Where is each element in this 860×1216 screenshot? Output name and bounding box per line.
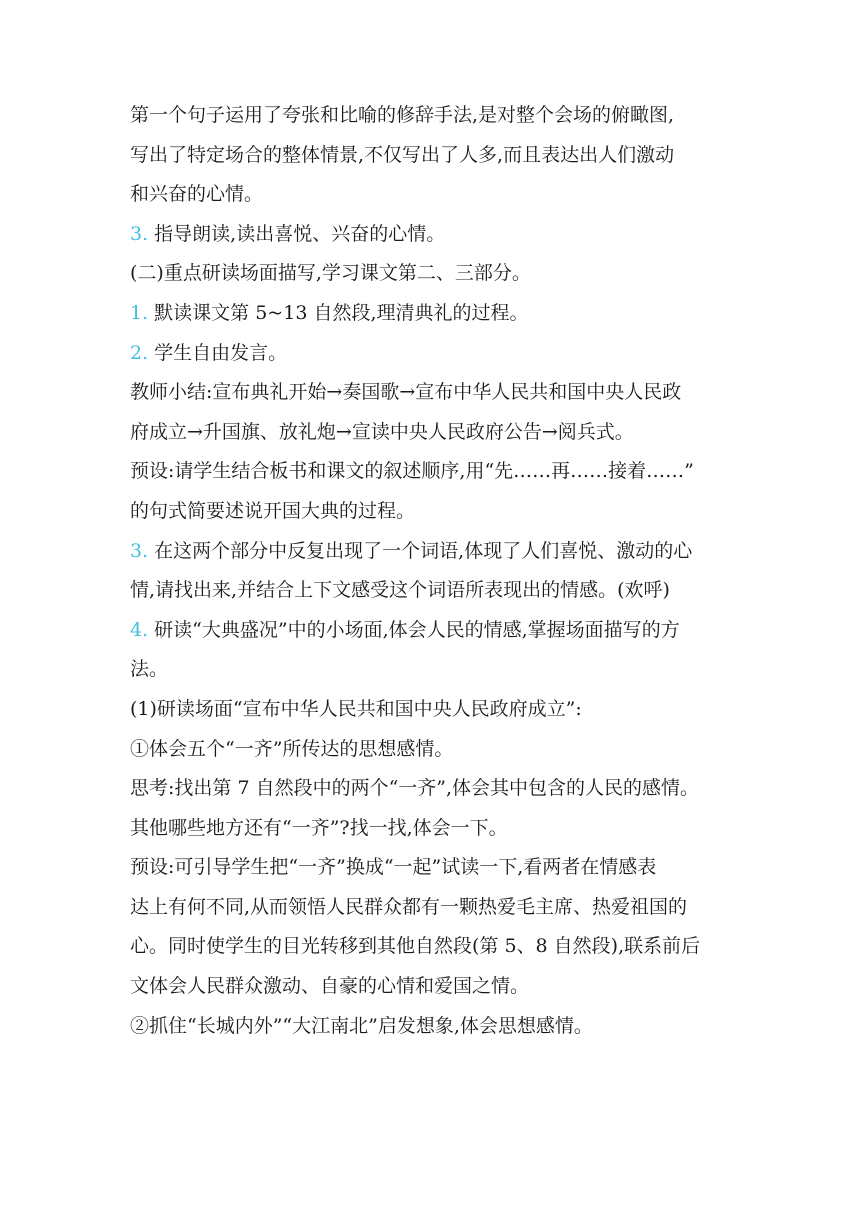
line-text: 心。同时使学生的目光转移到其他自然段(第 5、8 自然段),联系前后 (130, 935, 701, 958)
text-line (130, 532, 740, 572)
text-line (130, 294, 740, 334)
line-text: 情,请找出来,并结合上下文感受这个词语所表现出的情感。(欢呼) (130, 579, 670, 602)
line-text: 第一个句子运用了夸张和比喻的修辞手法,是对整个会场的俯瞰图, (130, 104, 675, 126)
line-text: 在这两个部分中反复出现了一个词语,体现了人们喜悦、激动的心 (148, 539, 693, 562)
text-line (130, 492, 740, 532)
list-number: 4. (130, 618, 149, 641)
text-line (130, 452, 740, 492)
text-line (130, 769, 740, 809)
text-line (130, 334, 740, 374)
text-line (130, 571, 740, 611)
text-line (130, 373, 740, 413)
text-line (130, 175, 740, 215)
text-line (130, 1007, 740, 1047)
document-body (130, 96, 740, 1046)
list-number: 1. (130, 301, 149, 324)
line-text: 的句式简要述说开国大典的过程。 (130, 499, 416, 522)
text-line (130, 888, 740, 928)
line-text: 文体会人民群众激动、自豪的心情和爱国之情。 (130, 975, 530, 998)
text-line (130, 136, 740, 176)
line-text: 府成立→升国旗、放礼炮→宣读中央人民政府公告→阅兵式。 (130, 420, 634, 443)
list-number: 2. (130, 341, 149, 364)
list-number: 3. (130, 222, 149, 245)
line-text: 预设:请学生结合板书和课文的叙述顺序,用“先……再……接着……” (130, 460, 694, 483)
text-line (130, 730, 740, 770)
text-line (130, 927, 740, 967)
line-text: 达上有何不同,从而领悟人民群众都有一颗热爱毛主席、热爱祖国的 (130, 895, 688, 918)
line-text: 预设:可引导学生把“一齐”换成“一起”试读一下,看两者在情感表 (130, 856, 657, 879)
text-line (130, 650, 740, 690)
line-text: (1)研读场面“宣布中华人民共和国中央人民政府成立”: (130, 697, 582, 720)
line-text: 指导朗读,读出喜悦、兴奋的心情。 (148, 222, 446, 245)
line-text: 研读“大典盛况”中的小场面,体会人民的情感,掌握场面描写的方 (148, 618, 680, 641)
line-text: ①体会五个“一齐”所传达的思想感情。 (130, 737, 454, 760)
line-text: ②抓住“长城内外”“大江南北”启发想象,体会思想感情。 (130, 1014, 593, 1037)
line-text: 默读课文第 5~13 自然段,理清典礼的过程。 (148, 301, 529, 324)
text-line (130, 413, 740, 453)
text-line (130, 967, 740, 1007)
line-text: 学生自由发言。 (148, 341, 288, 364)
line-text: 其他哪些地方还有“一齐”?找一找,体会一下。 (130, 816, 508, 839)
line-text: (二)重点研读场面描写,学习课文第二、三部分。 (130, 262, 531, 285)
line-text: 教师小结:宣布典礼开始→奏国歌→宣布中华人民共和国中央人民政 (130, 381, 682, 404)
line-text: 和兴奋的心情。 (130, 183, 264, 206)
text-line (130, 611, 740, 651)
text-line (130, 690, 740, 730)
line-text: 法。 (130, 658, 169, 681)
text-line (130, 848, 740, 888)
line-text: 思考:找出第 7 自然段中的两个“一齐”,体会其中包含的人民的感情。 (130, 777, 700, 800)
text-line (130, 215, 740, 255)
text-line (130, 96, 740, 136)
text-line (130, 254, 740, 294)
list-number: 3. (130, 539, 149, 562)
text-line (130, 809, 740, 849)
line-text: 写出了特定场合的整体情景,不仅写出了人多,而且表达出人们激动 (130, 143, 675, 166)
